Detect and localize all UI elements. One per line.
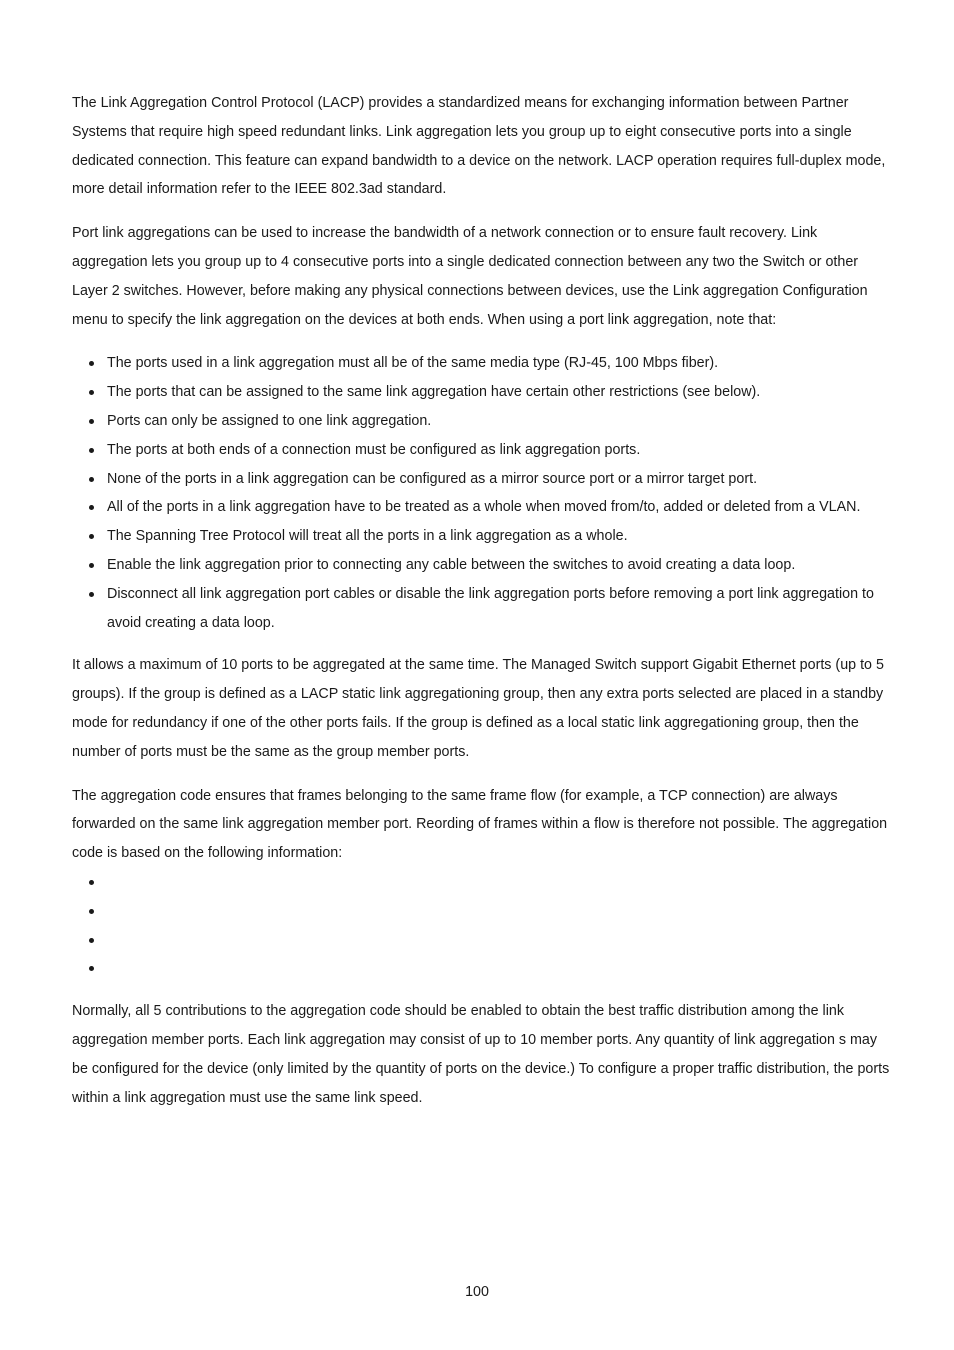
paragraph-traffic-distribution: Normally, all 5 contributions to the aggregation code should be enabled to obtain the best traffic distribution among the link aggregation member ports. Each link aggregation may consist of up to 10 member ports. Any quantity of link aggregation s may be configured for the device (only limited by the quantity of ports on the device.) To configure a proper traffic distribution, the ports within a link aggregation must use the same link speed. bbox=[72, 1003, 890, 1106]
paragraph-port-link-aggregation: Port link aggregations can be used to increase the bandwidth of a network connection or to ensure fault recovery. Link aggregation lets you group up to 4 consecutive ports into a single dedicated connection between any two the Switch or other Layer 2 switches. However, before making any physical connections between devices, use the Link aggregation Configuration menu to specify the link aggregation on the devices at both ends. When using a port link aggregation, note that: bbox=[72, 225, 868, 328]
paragraph-lacp-intro: The Link Aggregation Control Protocol (LACP) provides a standardized means for exchanging information between Partner Systems that require high speed redundant links. Link aggregation lets you group up to eight consecutive ports into a single dedicated connection. This feature can expand bandwidth to a device on the network. LACP operation requires full-duplex mode, more detail information refer to the IEEE 802.3ad standard. bbox=[72, 95, 886, 198]
paragraph-max-ports: It allows a maximum of 10 ports to be aggregated at the same time. The Managed Switch support Gigabit Ethernet ports (up to 5 groups). If the group is defined as a LACP static link aggregationing group, then any extra ports selected are placed in a standby mode for redundancy if one of the other ports fails. If the group is defined as a local static link aggregationing group, then the number of ports must be the same as the group member ports. bbox=[72, 657, 884, 760]
list-item: Disconnect all link aggregation port cables or disable the link aggregation ports before removing a port link aggregation to avoid creating a data loop. bbox=[72, 580, 890, 638]
list-item: None of the ports in a link aggregation can be configured as a mirror source port or a mirror target port. bbox=[72, 465, 890, 494]
paragraph-aggregation-code: The aggregation code ensures that frames belonging to the same frame flow (for example, a TCP connection) are always forwarded on the same link aggregation member port. Reording of frames within a flow is therefore not possible. The aggregation code is based on the following information: bbox=[72, 787, 888, 862]
page-content bbox=[72, 89, 890, 1127]
list-item bbox=[72, 954, 890, 983]
page-number: 100 bbox=[465, 1284, 489, 1300]
list-item: Enable the link aggregation prior to connecting any cable between the switches to avoid creating a data loop. bbox=[72, 551, 890, 580]
list-item: Ports can only be assigned to one link aggregation. bbox=[72, 407, 890, 436]
list-item bbox=[72, 868, 890, 897]
list-item: The ports used in a link aggregation must all be of the same media type (RJ-45, 100 Mbps fiber). bbox=[72, 349, 890, 378]
aggregation-code-list bbox=[72, 868, 890, 983]
list-item bbox=[72, 897, 890, 926]
list-item: The Spanning Tree Protocol will treat all the ports in a link aggregation as a whole. bbox=[72, 522, 890, 551]
list-item bbox=[72, 926, 890, 955]
list-item: The ports that can be assigned to the same link aggregation have certain other restrictions (see below). bbox=[72, 378, 890, 407]
list-item: All of the ports in a link aggregation have to be treated as a whole when moved from/to, added or deleted from a VLAN. bbox=[72, 493, 890, 522]
notes-list bbox=[72, 349, 890, 637]
list-item: The ports at both ends of a connection must be configured as link aggregation ports. bbox=[72, 436, 890, 465]
